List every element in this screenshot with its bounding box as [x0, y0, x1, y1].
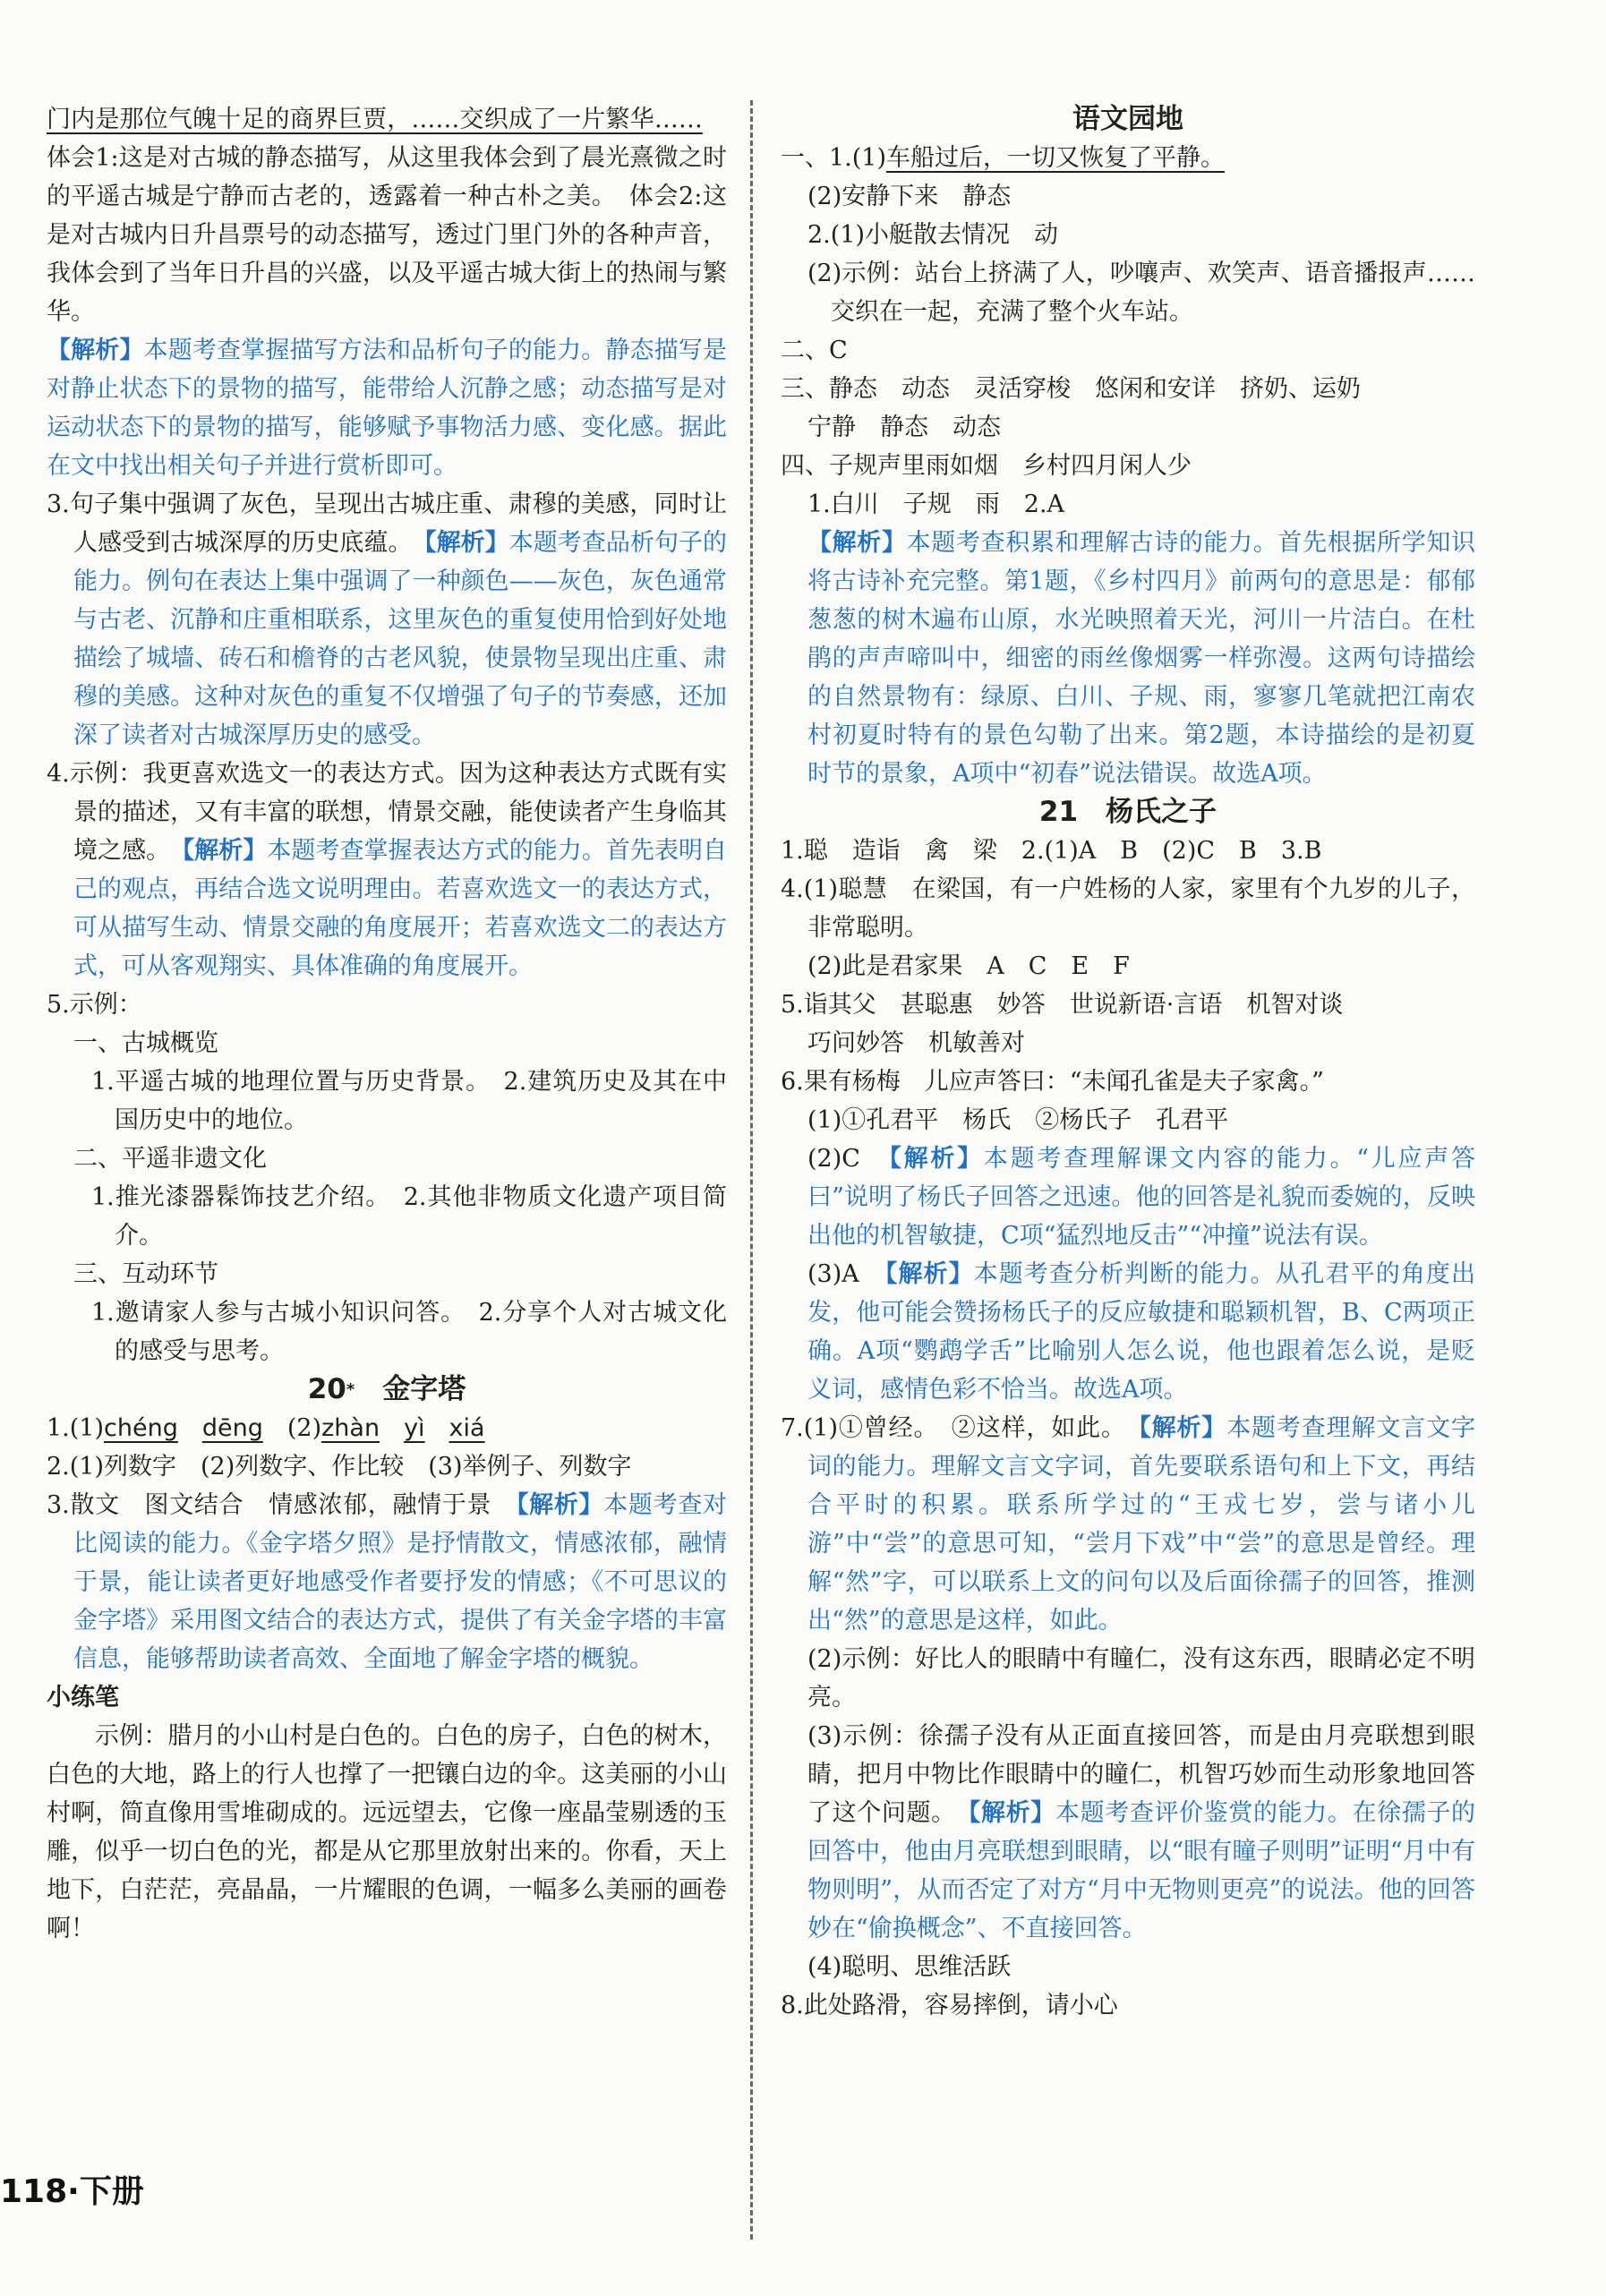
pinyin: xiá [448, 1414, 485, 1442]
outline-section-3: 三、互动环节 [73, 1260, 218, 1288]
answer-text: 体会1:这是对古城的静态描写，从这里我体会到了晨光熹微之时的平遥古城是宁静而古老的，透露着一种古朴之美。 体会2:这是对古城内日升昌票号的动态描写，透过门里门外的各种声音，我体会到了当年日升昌的兴盛，以及平遥古城大街上的热闹与繁华。 [47, 106, 728, 326]
practice-writing-text: 示例：腊月的小山村是白色的。白色的房子，白色的树木，白色的大地，路上的行人也撑了一把镶白边的伞。这美丽的小山村啊，简直像用雪堆砌成的。远远望去，它像一座晶莹剔透的玉雕，似乎一切白色的光，都是从它那里放射出来的。你看，天上地下，白茫茫，亮晶晶，一片耀眼的色调，一幅多么美丽的画卷啊！ [47, 1722, 727, 1942]
analysis-tag: 【解析】 [182, 837, 268, 865]
yd-q4: 四、子规声里雨如烟 乡村四月闲人少 [781, 452, 1192, 480]
answer-text: (2)C [807, 1145, 860, 1173]
answer-text: 4.示例：我更喜欢选文一的表达方式。因为这种表达方式既有实景的描述，又有丰富的联想，情景交融，能使读者产生身临其境之感。 [47, 760, 727, 865]
analysis-tag: 【解析】 [968, 1799, 1055, 1827]
yd-q2: 二、C [781, 337, 848, 364]
pinyin: dēng [201, 1414, 263, 1442]
yd-q1-4: (2)示例：站台上挤满了人，吵嚷声、欢笑声、语音播报声……交织在一起，充满了整个火车站。 [807, 260, 1475, 326]
practice-writing-title: 小练笔 [47, 1684, 119, 1711]
analysis-tag: 【解析】 [889, 1145, 984, 1173]
answer-text: 3.散文 图文结合 情感浓郁，融情于景 [47, 1491, 492, 1519]
q-label: 1.(1) [47, 1414, 105, 1442]
lesson-21-q6-3 [781, 1255, 1475, 1409]
pinyin: chéng [104, 1414, 178, 1442]
lesson-21-q8: 8.此处路滑，容易摔倒，请小心 [781, 1992, 1118, 2019]
answer-text: (3)A [807, 1260, 859, 1288]
left-column [47, 100, 727, 1948]
column-divider [750, 100, 753, 2240]
lesson-21-q6: 6.果有杨梅 儿应声答曰：“未闻孔雀是夫子家禽。” [781, 1068, 1324, 1096]
lesson-title: 金字塔 [382, 1373, 466, 1405]
right-column [781, 100, 1475, 2025]
answer-text: 3.句子集中强调了灰色，呈现出古城庄重、肃穆的美感，同时让人感受到古城深厚的历史底蕴。 [47, 491, 727, 557]
yd-q4b: 1.白川 子规 雨 2.A [807, 491, 1065, 518]
lesson-21-q7-3 [781, 1717, 1475, 1948]
lesson-21-q6-1: (1)①孔君平 杨氏 ②杨氏子 孔君平 [807, 1106, 1229, 1134]
lesson-21-q4b: (2)此是君家果 A C E F [807, 952, 1130, 980]
analysis-tag: 【解析】 [807, 529, 907, 557]
lesson-21-q5b: 巧问妙答 机敏善对 [807, 1029, 1025, 1057]
analysis-tag: 【解析】 [47, 337, 144, 364]
analysis-tag: 【解析】 [516, 1491, 604, 1519]
underlined-answer: 车船过后，一切又恢复了平静。 [886, 144, 1226, 172]
lesson-21-q7-1 [781, 1409, 1475, 1640]
analysis-tag: 【解析】 [424, 529, 509, 557]
question-5-title: 5.示例： [47, 991, 142, 1019]
outline-items-1: 1.平遥古城的地理位置与历史背景。 2.建筑历史及其在中国历史中的地位。 [91, 1068, 727, 1134]
underlined-quote: 门内是那位气魄十足的商界巨贾，……交织成了一片繁华…… [47, 106, 703, 133]
lesson-20-heading [47, 1370, 727, 1409]
lesson-21-q4: 4.(1)聪慧 在梁国，有一户姓杨的人家，家里有个九岁的儿子，非常聪明。 [781, 875, 1475, 942]
lesson-star: * [346, 1380, 355, 1399]
analysis-text: 本题考查理解课文内容的能力。“儿应声答曰”说明了杨氏子回答之迅速。他的回答是礼貌而委婉的，反映出他的机智敏捷，C项“猛烈地反击”“冲撞”说法有误。 [807, 1145, 1475, 1250]
analysis-text: 本题考查掌握描写方法和品析句子的能力。静态描写是对静止状态下的景物的描写，能带给人沉静之感；动态描写是对运动状态下的景物的描写，能够赋予事物活力感、变化感。据此在文中找出相关句子并进行赏析即可。 [47, 337, 728, 480]
analysis-text: 本题考查积累和理解古诗的能力。首先根据所学知识将古诗补充完整。第1题，《乡村四月》前两句的意思是：郁郁葱葱的树木遍布山原，水光映照着天光，河川一片洁白。在杜鹃的声声啼叫中，细密的雨丝像烟雾一样弥漫。这两句诗描绘的自然景物有：绿原、白川、子规、雨，寥寥几笔就把江南农村初夏时特有的景色勾勒了出来。第2题，本诗描绘的是初夏时节的景象，A项中“初春”说法错误。故选A项。 [807, 529, 1476, 788]
lesson-20-q2: 2.(1)列数字 (2)列数字、作比较 (3)举例子、列数字 [47, 1453, 632, 1481]
outline-section-2: 二、平遥非遗文化 [73, 1145, 267, 1173]
yd-q3: 三、静态 动态 灵活穿梭 悠闲和安详 挤奶、运奶 [781, 375, 1361, 403]
yuwen-yuandi-heading: 语文园地 [1072, 103, 1183, 135]
outline-items-3: 1.邀请家人参与古城小知识问答。 2.分享个人对古城文化的感受与思考。 [91, 1299, 727, 1365]
yd-q1-2: (2)安静下来 静态 [807, 183, 1012, 210]
yd-q3b: 宁静 静态 动态 [807, 414, 1001, 441]
analysis-tag: 【解析】 [1139, 1414, 1227, 1442]
lesson-21-q5: 5.诣其父 甚聪惠 妙答 世说新语·言语 机智对谈 [781, 991, 1344, 1019]
answer-text: 7.(1)①曾经。 ②这样，如此。 [781, 1414, 1115, 1442]
answer-paragraph [47, 100, 727, 331]
lesson-21-heading: 21 杨氏之子 [1038, 796, 1217, 828]
lesson-20-q1 [47, 1409, 727, 1447]
lesson-21-q7-4: (4)聪明、思维活跃 [807, 1953, 1012, 1981]
pinyin: zhàn [321, 1414, 380, 1442]
q-label: (2) [286, 1414, 322, 1442]
lesson-21-q1: 1.聪 造诣 禽 梁 2.(1)A B (2)C B 3.B [781, 837, 1322, 865]
analysis-text: 本题考查品析句子的能力。例句在表达上集中强调了一种颜色——灰色，灰色通常与古老、沉静和庄重相联系，这里灰色的重复使用恰到好处地描绘了城墙、砖石和檐脊的古老风貌，使景物呈现出庄重、肃穆的美感。这种对灰色的重复不仅增强了句子的节奏感，还加深了读者对古城深厚历史的感受。 [73, 529, 728, 749]
analysis-text: 本题考查评价鉴赏的能力。在徐孺子的回答中，他由月亮联想到眼睛，以“眼有瞳子则明”证明“月中有物则明”，从而否定了对方“月中无物则更亮”的说法。他的回答妙在“偷换概念”、不直接回答。 [807, 1799, 1476, 1942]
pinyin: yì [404, 1414, 425, 1442]
yd-q1-3: 2.(1)小艇散去情况 动 [807, 221, 1059, 249]
lesson-21-q6-2 [781, 1139, 1475, 1255]
outline-items-2: 1.推光漆器髹饰技艺介绍。 2.其他非物质文化遗产项目简介。 [91, 1183, 727, 1250]
question-4-answer [47, 755, 727, 986]
analysis-text: 本题考查理解文言文字词的能力。理解文言文字词，首先要联系语句和上下文，再结合平时的积累。联系所学过的“王戎七岁，尝与诸小儿游”中“尝”的意思可知，“尝月下戏”中“尝”的意思是曾经。理解“然”字，可以联系上文的问句以及后面徐孺子的回答，推测出“然”的意思是这样，如此。 [807, 1414, 1476, 1635]
yd-q1-1 [781, 139, 1475, 177]
page-number: 118·下册 [0, 2173, 144, 2210]
yd-q4-analysis [781, 524, 1475, 793]
lesson-20-q3 [47, 1486, 727, 1678]
analysis-paragraph [47, 331, 727, 485]
answer-text: (3)示例：徐孺子没有从正面直接回答，而是由月亮联想到眼睛，把月中物比作眼睛中的瞳仁，机智巧妙而生动形象地回答了这个问题。 [807, 1722, 1475, 1827]
q-label: 一、1.(1) [781, 144, 887, 172]
lesson-number: 20 [307, 1373, 346, 1405]
outline-section-1: 一、古城概览 [73, 1029, 218, 1057]
analysis-text: 本题考查掌握表达方式的能力。首先表明自己的观点，再结合选文说明理由。若喜欢选文一的表达方式，可从描写生动、情景交融的角度展开；若喜欢选文二的表达方式，可从客观翔实、具体准确的角度展开。 [73, 837, 728, 980]
question-3-answer [47, 485, 727, 755]
analysis-text: 本题考查对比阅读的能力。《金字塔夕照》是抒情散文，情感浓郁，融情于景，能让读者更好地感受作者要抒发的情感；《不可思议的金字塔》采用图文结合的表达方式，提供了有关金字塔的丰富信息，能够帮助读者高效、全面地了解金字塔的概貌。 [73, 1491, 728, 1673]
analysis-tag: 【解析】 [884, 1260, 974, 1288]
lesson-21-q7-2: (2)示例：好比人的眼睛中有瞳仁，没有这东西，眼睛必定不明亮。 [807, 1645, 1475, 1711]
analysis-text: 本题考查分析判断的能力。从孔君平的角度出发，他可能会赞扬杨氏子的反应敏捷和聪颖机智，B、C两项正确。A项“鹦鹉学舌”比喻别人怎么说，他也跟着怎么说，是贬义词，感情色彩不恰当。故选A项。 [807, 1260, 1476, 1404]
